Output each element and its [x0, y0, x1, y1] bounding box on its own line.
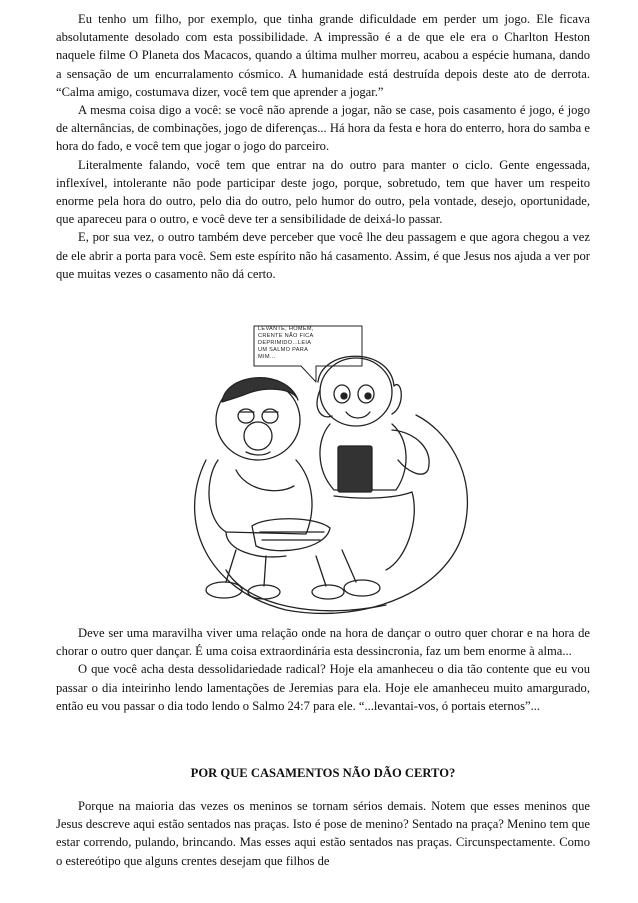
- cartoon-illustration: [166, 320, 478, 620]
- paragraph: Eu tenho um filho, por exemplo, que tinha grande dificuldade em perder um jogo. Ele ficava absolutamente desolado com esta possibilidade. A impressão é a de que ele era o Charlton Heston naquele filme O Planeta dos Macacos, quando a última mulher morreu, acabou a espécie humana, dando a sensação de um encurralamento cósmico. A humanidade está destruída depois deste ato de derrota. “Calma amigo, costumava dizer, você tem que aprender a jogar.”: [56, 12, 590, 99]
- text-block-middle: [56, 624, 590, 715]
- bubble-line: DEPRIMIDO...LEIA: [258, 340, 312, 346]
- text-block-top: [56, 10, 590, 283]
- paragraph: Deve ser uma maravilha viver uma relação onde na hora de dançar o outro quer chorar e na hora de chorar o outro quer dançar. É uma coisa extraordinária esta dessincronia, faz um bem enorme à alma...: [56, 626, 590, 659]
- bubble-line: LEVANTE, HOMEM,: [258, 326, 314, 332]
- text-block-bottom: [56, 797, 590, 870]
- speech-bubble-text: [258, 326, 354, 361]
- paragraph: A mesma coisa digo a você: se você não aprende a jogar, não se case, pois casamento é jogo, é jogo de alternâncias, de combinações, jogo de diferenças... Há hora da festa e hora do enterro, hora do samba e hora do fado, e você tem que jogar o jogo do parceiro.: [56, 103, 590, 154]
- bubble-line: UM SALMO PARA: [258, 347, 309, 353]
- bubble-line: MIM...: [258, 354, 276, 360]
- bubble-line: CRENTE NÃO FICA: [258, 333, 314, 339]
- paragraph: Porque na maioria das vezes os meninos se tornam sérios demais. Notem que esses meninos que Jesus descreve aqui estão sentados nas praças. Isto é pose de menino? Sentado na praça? Menino tem que estar correndo, pulando, brincando. Mas esses aqui estão sentados nas praças. Circunspectamente. Como o estereótipo que alguns crentes desejam que filhos de: [56, 799, 590, 868]
- paragraph: Literalmente falando, você tem que entrar na do outro para manter o ciclo. Gente engessada, inflexível, intolerante não pode participar deste jogo, porque, sobretudo, tem que haver um respeito enorme pela hora do outro, pelo dia do outro, pelo humor do outro, pela vontade, desejo, oportunidade, que apareceu para o outro, e você deve ter a sensibilidade de deixá-lo passar.: [56, 157, 590, 227]
- section-heading: POR QUE CASAMENTOS NÃO DÃO CERTO?: [190, 766, 456, 780]
- paragraph: O que você acha desta dessolidariedade radical? Hoje ela amanheceu o dia tão contente que eu vou passar o dia inteirinho lendo lamentações de Jeremias para ela. Hoje ele amanheceu muito amargurado, então eu vou passar o dia todo lendo o Salmo 24:7 para ele. “...levantai-vos, ó portais eternos”...: [56, 662, 590, 713]
- paragraph: E, por sua vez, o outro também deve perceber que você lhe deu passagem e que agora chegou a vez de ele abrir a porta para você. Sem este espírito não há casamento. Assim, é que Jesus nos ajuda a ver por que muitas vezes o casamento não dá certo.: [56, 230, 590, 281]
